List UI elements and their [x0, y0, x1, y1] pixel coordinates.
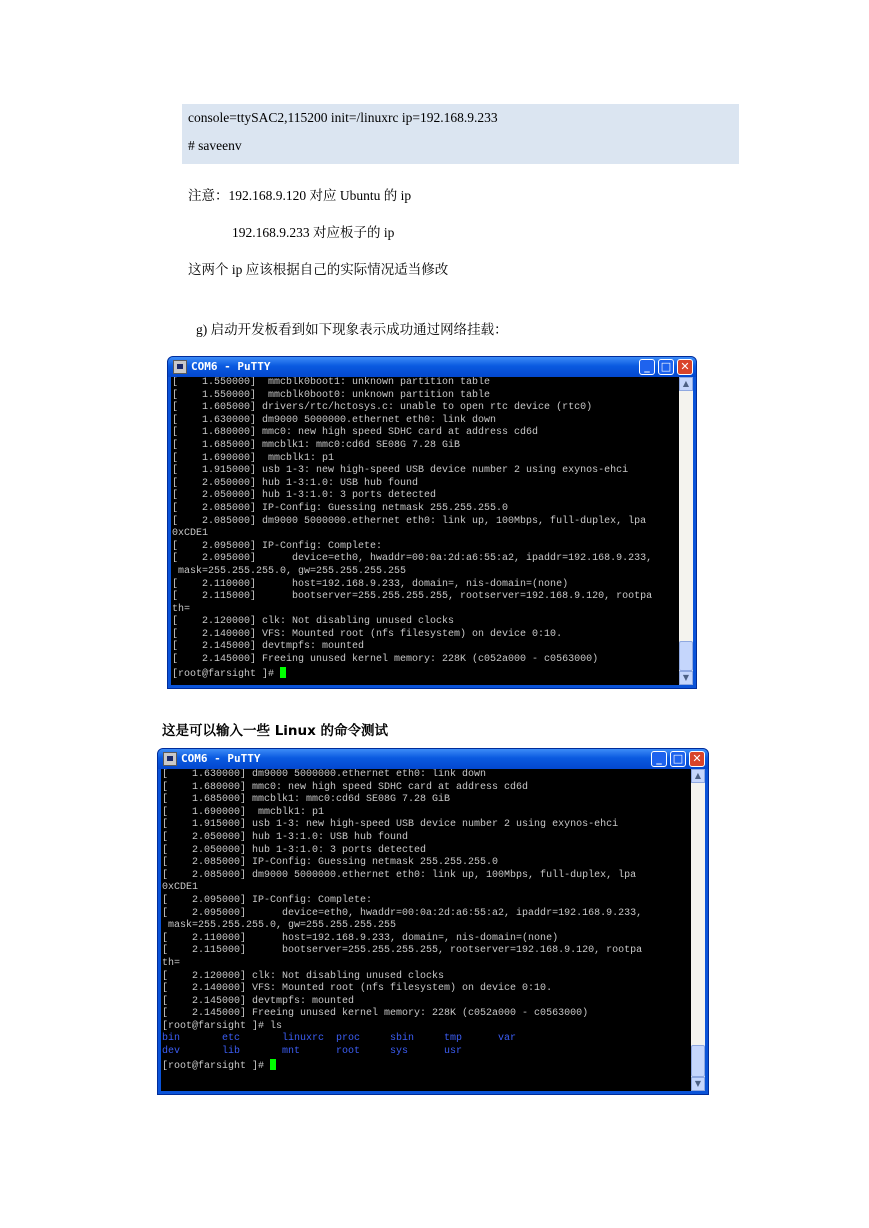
scrollbar[interactable] — [691, 769, 705, 1091]
terminal-line: [ 2.110000] host=192.168.9.233, domain=, nis-domain=(none) — [172, 578, 569, 590]
terminal-line: [ 1.685000] mmcblk1: mmc0:cd6d SE08G 7.28 GiB — [162, 794, 451, 806]
terminal-line: [ 2.140000] VFS: Mounted root (nfs filesystem) on device 0:10. — [172, 628, 563, 640]
minimize-button[interactable]: _ — [651, 751, 667, 767]
terminal-line: [ 2.115000] bootserver=255.255.255.255, rootserver=192.168.9.120, rootpa — [172, 591, 653, 603]
terminal-line: [ 1.685000] mmcblk1: mmc0:cd6d SE08G 7.28 GiB — [172, 439, 461, 451]
terminal-line: th= — [172, 603, 191, 615]
terminal-line: th= — [162, 957, 181, 969]
window-title: COM6 - PuTTY — [181, 752, 261, 765]
scroll-down-icon[interactable]: ▼ — [691, 1077, 705, 1091]
putty-window-1 — [167, 356, 697, 689]
scroll-thumb[interactable] — [679, 641, 693, 671]
terminal-line: [ 2.085000] IP-Config: Guessing netmask 255.255.255.0 — [162, 857, 499, 869]
terminal-line: [ 2.115000] bootserver=255.255.255.255, rootserver=192.168.9.120, rootpa — [162, 945, 643, 957]
terminal-line: [ 2.145000] devtmpfs: mounted — [162, 995, 355, 1007]
terminal-output[interactable] — [171, 377, 679, 685]
terminal-line: 0xCDE1 — [172, 528, 209, 540]
terminal-line: mask=255.255.255.0, gw=255.255.255.255 — [162, 920, 397, 932]
terminal-line: [ 2.095000] device=eth0, hwaddr=00:0a:2d:a6:55:a2, ipaddr=192.168.9.233, — [172, 553, 653, 565]
terminal-line: [ 1.690000] mmcblk1: p1 — [162, 806, 325, 818]
putty-icon — [163, 752, 177, 766]
terminal-line: [ 2.050000] hub 1-3:1.0: 3 ports detected — [172, 490, 437, 502]
terminal-line: [ 1.690000] mmcblk1: p1 — [172, 452, 335, 464]
terminal-prompt: [root@farsight ]# — [161, 1059, 691, 1072]
code-block — [182, 104, 739, 164]
terminal-line: [ 2.050000] hub 1-3:1.0: USB hub found — [162, 831, 409, 843]
terminal-line: [ 1.680000] mmc0: new high speed SDHC card at address cd6d — [172, 427, 539, 439]
scroll-up-icon[interactable]: ▲ — [691, 769, 705, 783]
scroll-down-icon[interactable]: ▼ — [679, 671, 693, 685]
terminal-line: [ 1.630000] dm9000 5000000.ethernet eth0: link down — [162, 769, 487, 780]
terminal-line: [ 2.085000] IP-Config: Guessing netmask 255.255.255.0 — [172, 502, 509, 514]
terminal-line: [ 2.085000] dm9000 5000000.ethernet eth0: link up, 100Mbps, full-duplex, lpa — [162, 869, 637, 881]
terminal-line: [ 2.120000] clk: Not disabling unused clocks — [162, 970, 445, 982]
step-g: g) 启动开发板看到如下现象表示成功通过网络挂载： — [196, 322, 508, 337]
scrollbar[interactable] — [679, 377, 693, 685]
titlebar[interactable] — [168, 357, 696, 377]
code-line: # saveenv — [188, 138, 242, 153]
terminal-line: [ 2.095000] IP-Config: Complete: — [172, 540, 383, 552]
scroll-thumb[interactable] — [691, 1045, 705, 1077]
maximize-button[interactable]: □ — [670, 751, 686, 767]
terminal-prompt: [root@farsight ]# — [171, 667, 679, 680]
terminal-line: [ 1.915000] usb 1-3: new high-speed USB device number 2 using exynos-ehci — [172, 465, 629, 477]
terminal-line: [ 2.095000] IP-Config: Complete: — [162, 894, 373, 906]
terminal-line: [root@farsight ]# ls — [162, 1020, 283, 1032]
terminal-line: [ 1.550000] mmcblk0boot0: unknown partition table — [172, 389, 491, 401]
terminal-line: mask=255.255.255.0, gw=255.255.255.255 — [172, 565, 407, 577]
putty-window-2 — [157, 748, 709, 1095]
putty-icon — [173, 360, 187, 374]
close-button[interactable]: ✕ — [689, 751, 705, 767]
terminal-line: [ 2.145000] devtmpfs: mounted — [172, 641, 365, 653]
terminal-line: [ 1.550000] mmcblk0boot1: unknown partition table — [172, 377, 491, 388]
terminal-line: dev lib mnt root sys usr — [162, 1046, 463, 1058]
terminal-line: [ 1.605000] drivers/rtc/hctosys.c: unable to open rtc device (rtc0) — [172, 402, 593, 414]
minimize-button[interactable]: _ — [639, 359, 655, 375]
terminal-line: [ 1.915000] usb 1-3: new high-speed USB device number 2 using exynos-ehci — [162, 819, 619, 831]
terminal-line: [ 1.680000] mmc0: new high speed SDHC card at address cd6d — [162, 781, 529, 793]
cursor — [270, 1059, 276, 1070]
terminal-line: [ 2.050000] hub 1-3:1.0: 3 ports detected — [162, 844, 427, 856]
terminal-line: [ 2.110000] host=192.168.9.233, domain=, nis-domain=(none) — [162, 932, 559, 944]
maximize-button[interactable]: □ — [658, 359, 674, 375]
terminal-line: [ 2.120000] clk: Not disabling unused clocks — [172, 616, 455, 628]
terminal-line: [ 2.145000] Freeing unused kernel memory: 228K (c052a000 - c0563000) — [162, 1008, 589, 1020]
terminal-line: [ 2.145000] Freeing unused kernel memory: 228K (c052a000 - c0563000) — [172, 654, 599, 666]
terminal-line: [ 2.140000] VFS: Mounted root (nfs filesystem) on device 0:10. — [162, 983, 553, 995]
titlebar[interactable] — [158, 749, 708, 769]
note-board-ip: 192.168.9.233 对应板子的 ip — [232, 225, 395, 240]
scroll-up-icon[interactable]: ▲ — [679, 377, 693, 391]
terminal-line: [ 1.630000] dm9000 5000000.ethernet eth0: link down — [172, 414, 497, 426]
terminal-line: [ 2.085000] dm9000 5000000.ethernet eth0: link up, 100Mbps, full-duplex, lpa — [172, 515, 647, 527]
terminal-line: 0xCDE1 — [162, 882, 199, 894]
terminal-line: bin etc linuxrc proc sbin tmp var — [162, 1033, 517, 1045]
note-ubuntu-ip: 注意：192.168.9.120 对应 Ubuntu 的 ip — [188, 188, 412, 203]
terminal-line: [ 2.050000] hub 1-3:1.0: USB hub found — [172, 477, 419, 489]
terminal-line: [ 2.095000] device=eth0, hwaddr=00:0a:2d:a6:55:a2, ipaddr=192.168.9.233, — [162, 907, 643, 919]
close-button[interactable]: ✕ — [677, 359, 693, 375]
window-title: COM6 - PuTTY — [191, 360, 271, 373]
terminal-output[interactable] — [161, 769, 691, 1091]
caption: 这是可以输入一些 Linux 的命令测试 — [162, 723, 389, 739]
code-line: console=ttySAC2,115200 init=/linuxrc ip=192.168.9.233 — [188, 110, 498, 125]
cursor — [280, 667, 286, 678]
note-modify-ip: 这两个 ip 应该根据自己的实际情况适当修改 — [188, 262, 449, 277]
